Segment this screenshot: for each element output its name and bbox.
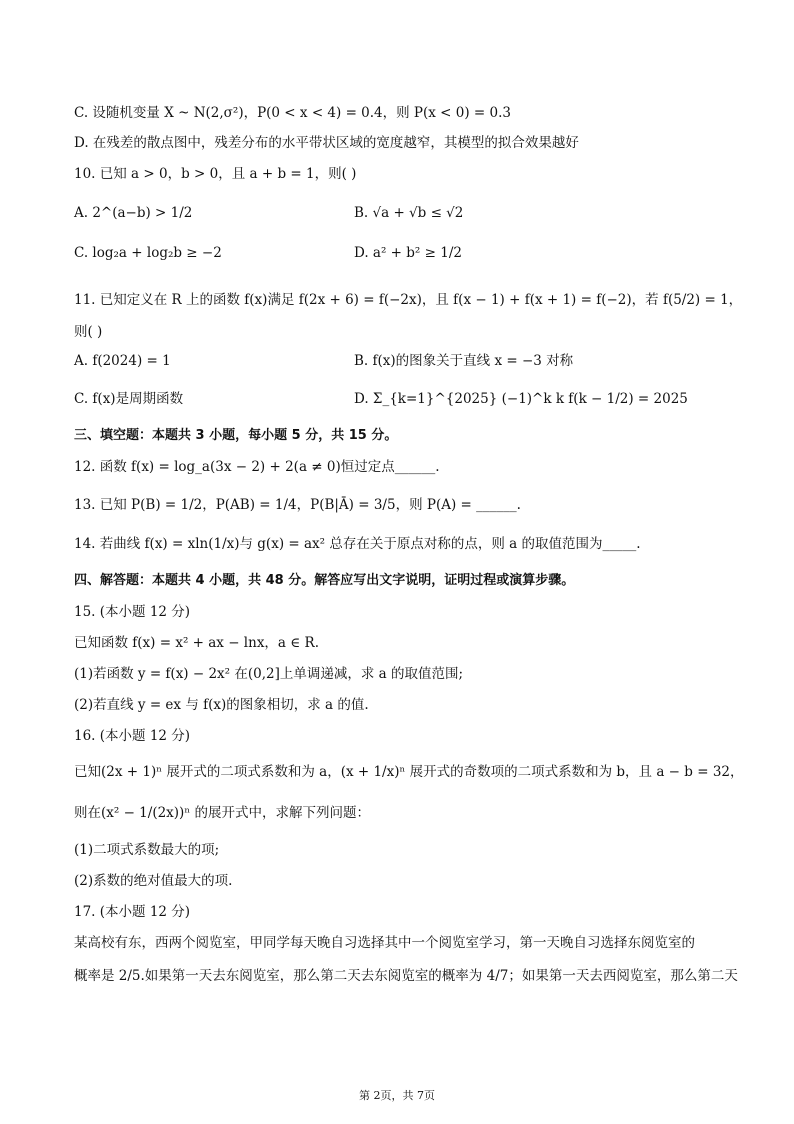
question-11-cont: 则( ) (74, 324, 103, 340)
option-10c: C. log₂a + log₂b ≥ −2 (74, 245, 222, 261)
question-15-text: 已知函数 f(x) = x² + ax − lnx，a ∈ R. (74, 635, 320, 651)
option-11d: D. Σ_{k=1}^{2025} (−1)^k k f(k − 1/2) = 2025 (354, 391, 688, 407)
question-14: 14. 若曲线 f(x) = xln(1/x)与 g(x) = ax² 总存在关于原点对称的点，则 a 的取值范围为_____. (74, 536, 641, 552)
question-15-part2: (2)若直线 y = ex 与 f(x)的图象相切，求 a 的值. (74, 697, 369, 713)
option-11b: B. f(x)的图象关于直线 x = −3 对称 (354, 353, 574, 369)
question-11: 11. 已知定义在 R 上的函数 f(x)满足 f(2x + 6) = f(−2x)，且 f(x − 1) + f(x + 1) = f(−2)，若 f(5/2) = 1， (74, 292, 743, 308)
question-15-header: 15. (本小题 12 分) (74, 604, 191, 620)
section-solutions: 四、解答题：本题共 4 小题，共 48 分。解答应写出文字说明，证明过程或演算步骤。 (74, 573, 575, 588)
question-16-part2: (2)系数的绝对值最大的项. (74, 873, 233, 889)
question-12: 12. 函数 f(x) = log_a(3x − 2) + 2(a ≠ 0)恒过定点______. (74, 459, 440, 475)
question-16-part1: (1)二项式系数最大的项; (74, 842, 220, 858)
question-16-text: 已知(2x + 1)ⁿ 展开式的二项式系数和为 a，(x + 1/x)ⁿ 展开式的奇数项的二项式系数和为 b，且 a − b = 32， (74, 764, 744, 780)
question-16-text-cont: 则在(x² − 1/(2x))ⁿ 的展开式中，求解下列问题： (74, 805, 370, 821)
option-10d: D. a² + b² ≥ 1/2 (354, 245, 462, 261)
question-15-part1: (1)若函数 y = f(x) − 2x² 在(0,2]上单调递减，求 a 的取值范围; (74, 666, 464, 682)
option-10a: A. 2^(a−b) > 1/2 (74, 205, 193, 221)
option-11c: C. f(x)是周期函数 (74, 391, 184, 407)
option-11a: A. f(2024) = 1 (74, 353, 171, 369)
question-17-text: 某高校有东，西两个阅览室，甲同学每天晚自习选择其中一个阅览室学习，第一天晚自习选择东阅览室的 (74, 935, 695, 951)
question-17-header: 17. (本小题 12 分) (74, 904, 191, 920)
page-footer: 第 2页，共 7页 (359, 1089, 435, 1102)
question-13: 13. 已知 P(B) = 1/2，P(AB) = 1/4，P(B|Ā) = 3/5，则 P(A) = ______. (74, 497, 521, 513)
option-10b: B. √a + √b ≤ √2 (354, 205, 464, 221)
question-16-header: 16. (本小题 12 分) (74, 728, 191, 744)
question-17-text-cont: 概率是 2/5.如果第一天去东阅览室，那么第二天去东阅览室的概率为 4/7；如果第一天去西阅览室，那么第二天 (74, 968, 738, 984)
option-9d: D. 在残差的散点图中，残差分布的水平带状区域的宽度越窄，其模型的拟合效果越好 (74, 135, 579, 151)
question-10: 10. 已知 a > 0，b > 0，且 a + b = 1，则( ) (74, 166, 357, 182)
section-fill-in: 三、填空题：本题共 3 小题，每小题 5 分，共 15 分。 (74, 428, 398, 443)
option-9c: C. 设随机变量 X ~ N(2,σ²)，P(0 < x < 4) = 0.4，则 P(x < 0) = 0.3 (74, 105, 512, 121)
